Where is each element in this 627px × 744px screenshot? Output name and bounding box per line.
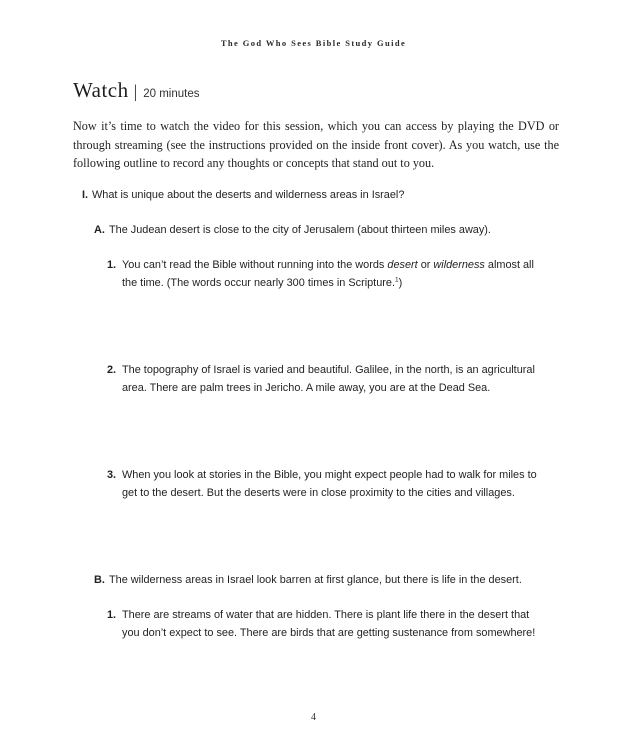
outline-item-A-2 bbox=[107, 361, 549, 397]
outline-marker: B. bbox=[94, 574, 105, 586]
outline-item-B-1 bbox=[107, 606, 549, 642]
page-number: 4 bbox=[311, 712, 316, 723]
section-duration: 20 minutes bbox=[143, 88, 200, 100]
outline-item-A bbox=[94, 221, 554, 239]
outline-text: The topography of Israel is varied and beautiful. Galilee, in the north, is an agricultural area. There are palm trees in Jericho. A mile away, you are at the Dead Sea. bbox=[122, 364, 535, 394]
emphasis-desert: desert bbox=[387, 259, 418, 271]
outline-item-B bbox=[94, 571, 554, 589]
outline-marker: 1. bbox=[107, 609, 117, 621]
outline-text: The Judean desert is close to the city of Jerusalem (about thirteen miles away). bbox=[109, 224, 491, 236]
footnote-reference: 1 bbox=[394, 276, 399, 284]
outline-marker: A. bbox=[94, 224, 105, 236]
outline-item-I bbox=[82, 186, 552, 204]
running-header: The God Who Sees Bible Study Guide bbox=[220, 38, 407, 48]
outline-marker: 2. bbox=[107, 364, 117, 376]
outline-text: What is unique about the deserts and wilderness areas in Israel? bbox=[92, 189, 405, 201]
outline-text: When you look at stories in the Bible, you might expect people had to walk for miles to get to the desert. But the deserts were in close proximity to the cities and villages. bbox=[122, 469, 537, 499]
outline-marker: 1. bbox=[107, 259, 117, 271]
outline-item-A-1 bbox=[107, 256, 549, 292]
outline-item-A-3 bbox=[107, 466, 549, 502]
section-heading bbox=[73, 78, 200, 103]
outline-marker: I. bbox=[82, 189, 89, 201]
outline-text: There are streams of water that are hidden. There is plant life there in the desert that you don’t expect to see. There are birds that are getting sustenance from somewhere! bbox=[122, 609, 536, 639]
outline-marker: 3. bbox=[107, 469, 117, 481]
title-separator: | bbox=[133, 81, 138, 101]
intro-paragraph: Now it’s time to watch the video for this session, which you can access by playing the DVD or through streaming (see the instructions provided on the inside front cover). As you watch, use the following outline to record any thoughts or concepts that stand out to you. bbox=[73, 119, 559, 170]
outline-text: The wilderness areas in Israel look barren at first glance, but there is life in the desert. bbox=[109, 574, 522, 586]
section-title: Watch bbox=[73, 78, 129, 102]
outline-text: You can’t read the Bible without running into the words desert or wilderness almost all the time. (The words occur nearly 300 times in Scripture.$^1$) bbox=[122, 259, 534, 289]
emphasis-wilderness: wilderness bbox=[433, 259, 485, 271]
